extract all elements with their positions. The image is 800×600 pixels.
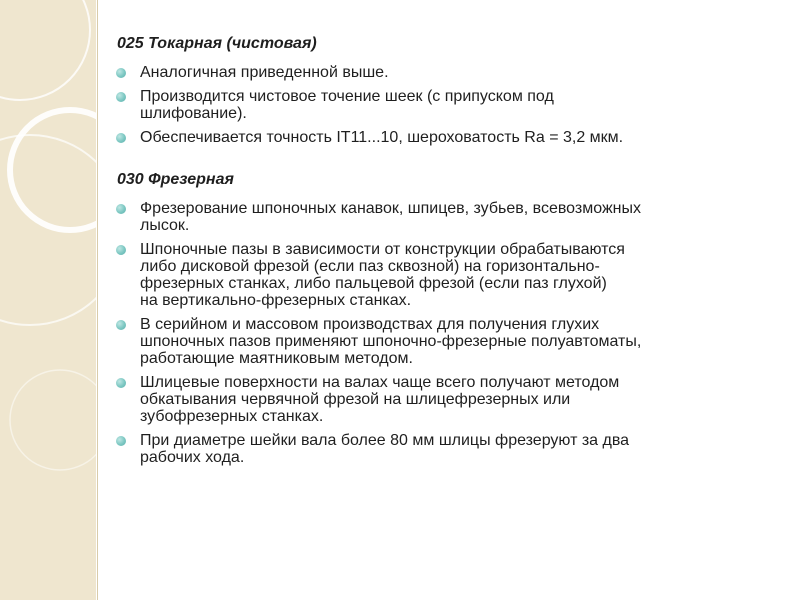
bullet-icon — [116, 378, 126, 388]
list-item: Обеспечивается точность IT11...10, шероховатость Ra = 3,2 мкм. — [112, 129, 772, 146]
bullet-list — [112, 64, 772, 146]
section-030 — [112, 170, 772, 466]
section-title: 030 Фрезерная — [117, 171, 234, 188]
list-item: Производится чистовое точение шеек (с припуском под шлифование). — [112, 88, 772, 122]
list-item: При диаметре шейки вала более 80 мм шлицы фрезеруют за два рабочих хода. — [112, 432, 772, 466]
decorative-circles — [0, 0, 96, 600]
bullet-icon — [116, 320, 126, 330]
section-title: 025 Токарная (чистовая) — [117, 35, 317, 52]
bullet-icon — [116, 245, 126, 255]
list-item: Аналогичная приведенной выше. — [112, 64, 772, 81]
bullet-icon — [116, 133, 126, 143]
divider-line — [97, 0, 98, 600]
bullet-list — [112, 200, 772, 466]
section-025 — [112, 34, 772, 146]
list-item: Шлицевые поверхности на валах чаще всего получают методом обкатывания червячной фрезой на шлицефрезерных или зубофрезерных станках. — [112, 374, 772, 425]
list-item: Фрезерование шпоночных канавок, шпицев, зубьев, всевозможных лысок. — [112, 200, 772, 234]
bullet-icon — [116, 204, 126, 214]
bullet-icon — [116, 92, 126, 102]
decorative-side-panel — [0, 0, 96, 600]
bullet-icon — [116, 68, 126, 78]
content-area — [112, 34, 772, 473]
list-item: Шпоночные пазы в зависимости от конструкции обрабатываются либо дисковой фрезой (если паз сквозной) на горизонтально- фрезерных станках, либо пальцевой фрезой (если паз глухой) на вертикально-фрезерных станках. — [112, 241, 772, 309]
list-item: В серийном и массовом производствах для получения глухих шпоночных пазов применяют шпоночно-фрезерные полуавтоматы, работающие маятниковым методом. — [112, 316, 772, 367]
bullet-icon — [116, 436, 126, 446]
